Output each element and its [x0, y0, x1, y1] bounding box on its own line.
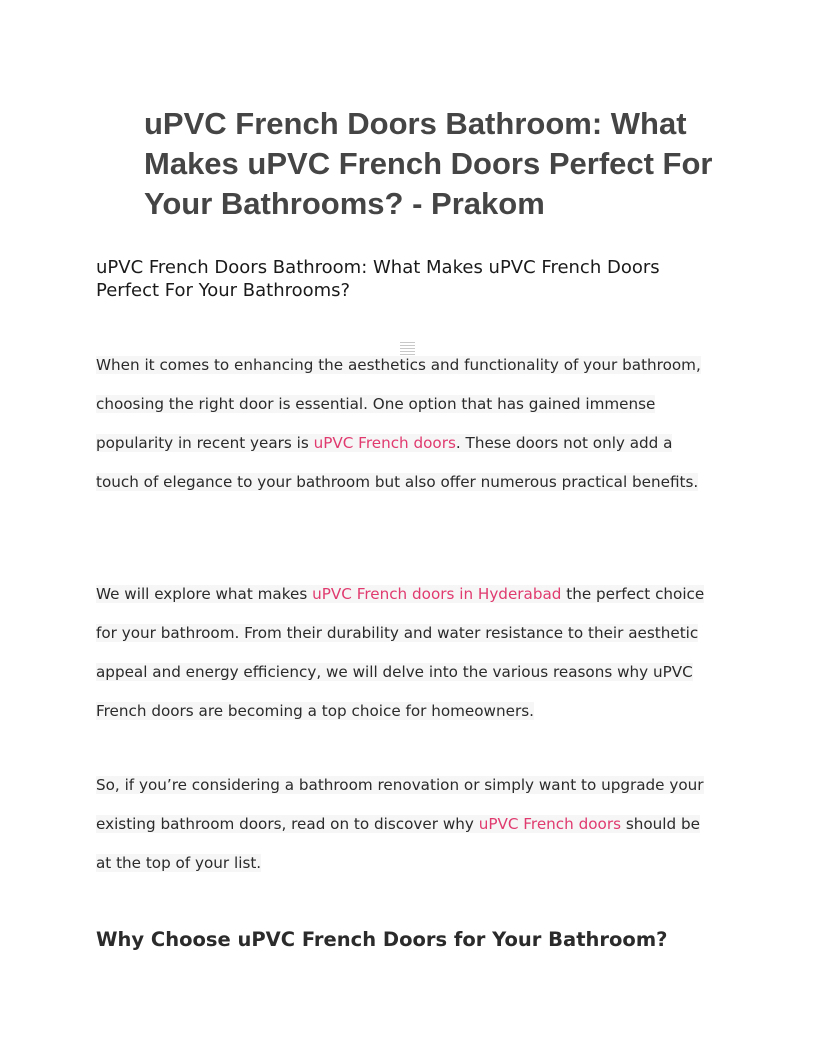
- section-heading: Why Choose uPVC French Doors for Your Bathroom?: [96, 928, 668, 951]
- page-title: uPVC French Doors Bathroom: What Makes uPVC French Doors Perfect For Your Bathrooms? - Prakom: [144, 106, 713, 221]
- upvc-french-doors-hyderabad-link[interactable]: uPVC French doors in Hyderabad: [312, 585, 562, 603]
- paragraph-conclusion: [96, 766, 712, 883]
- paragraph-explore: [96, 575, 712, 731]
- article-subtitle: uPVC French Doors Bathroom: What Makes uPVC French Doors Perfect For Your Bathrooms?: [96, 257, 660, 301]
- paragraph-text: We will explore what makes: [96, 585, 313, 603]
- paragraph-text: the perfect choice for your bathroom. From their durability and water resistance to their aesthetic appeal and energy efficiency, we will delve into the various reasons why uPVC French doors are becoming a top choice for homeowners.: [96, 585, 705, 720]
- paragraph-text: So, if you’re considering a bathroom renovation or simply want to upgrade your existing bathroom doors, read on to discover why: [96, 776, 704, 833]
- paragraph-text: . These doors not only add a touch of elegance to your bathroom but also offer numerous practical benefits.: [96, 434, 699, 491]
- upvc-french-doors-link[interactable]: uPVC French doors: [313, 434, 456, 452]
- paragraph-text: should be at the top of your list.: [96, 815, 700, 872]
- upvc-french-doors-link[interactable]: uPVC French doors: [478, 815, 621, 833]
- paragraph-text: When it comes to enhancing the aesthetics and functionality of your bathroom, choosing the right door is essential. One option that has gained immense popularity in recent years is: [96, 356, 701, 452]
- paragraph-intro: [96, 346, 712, 502]
